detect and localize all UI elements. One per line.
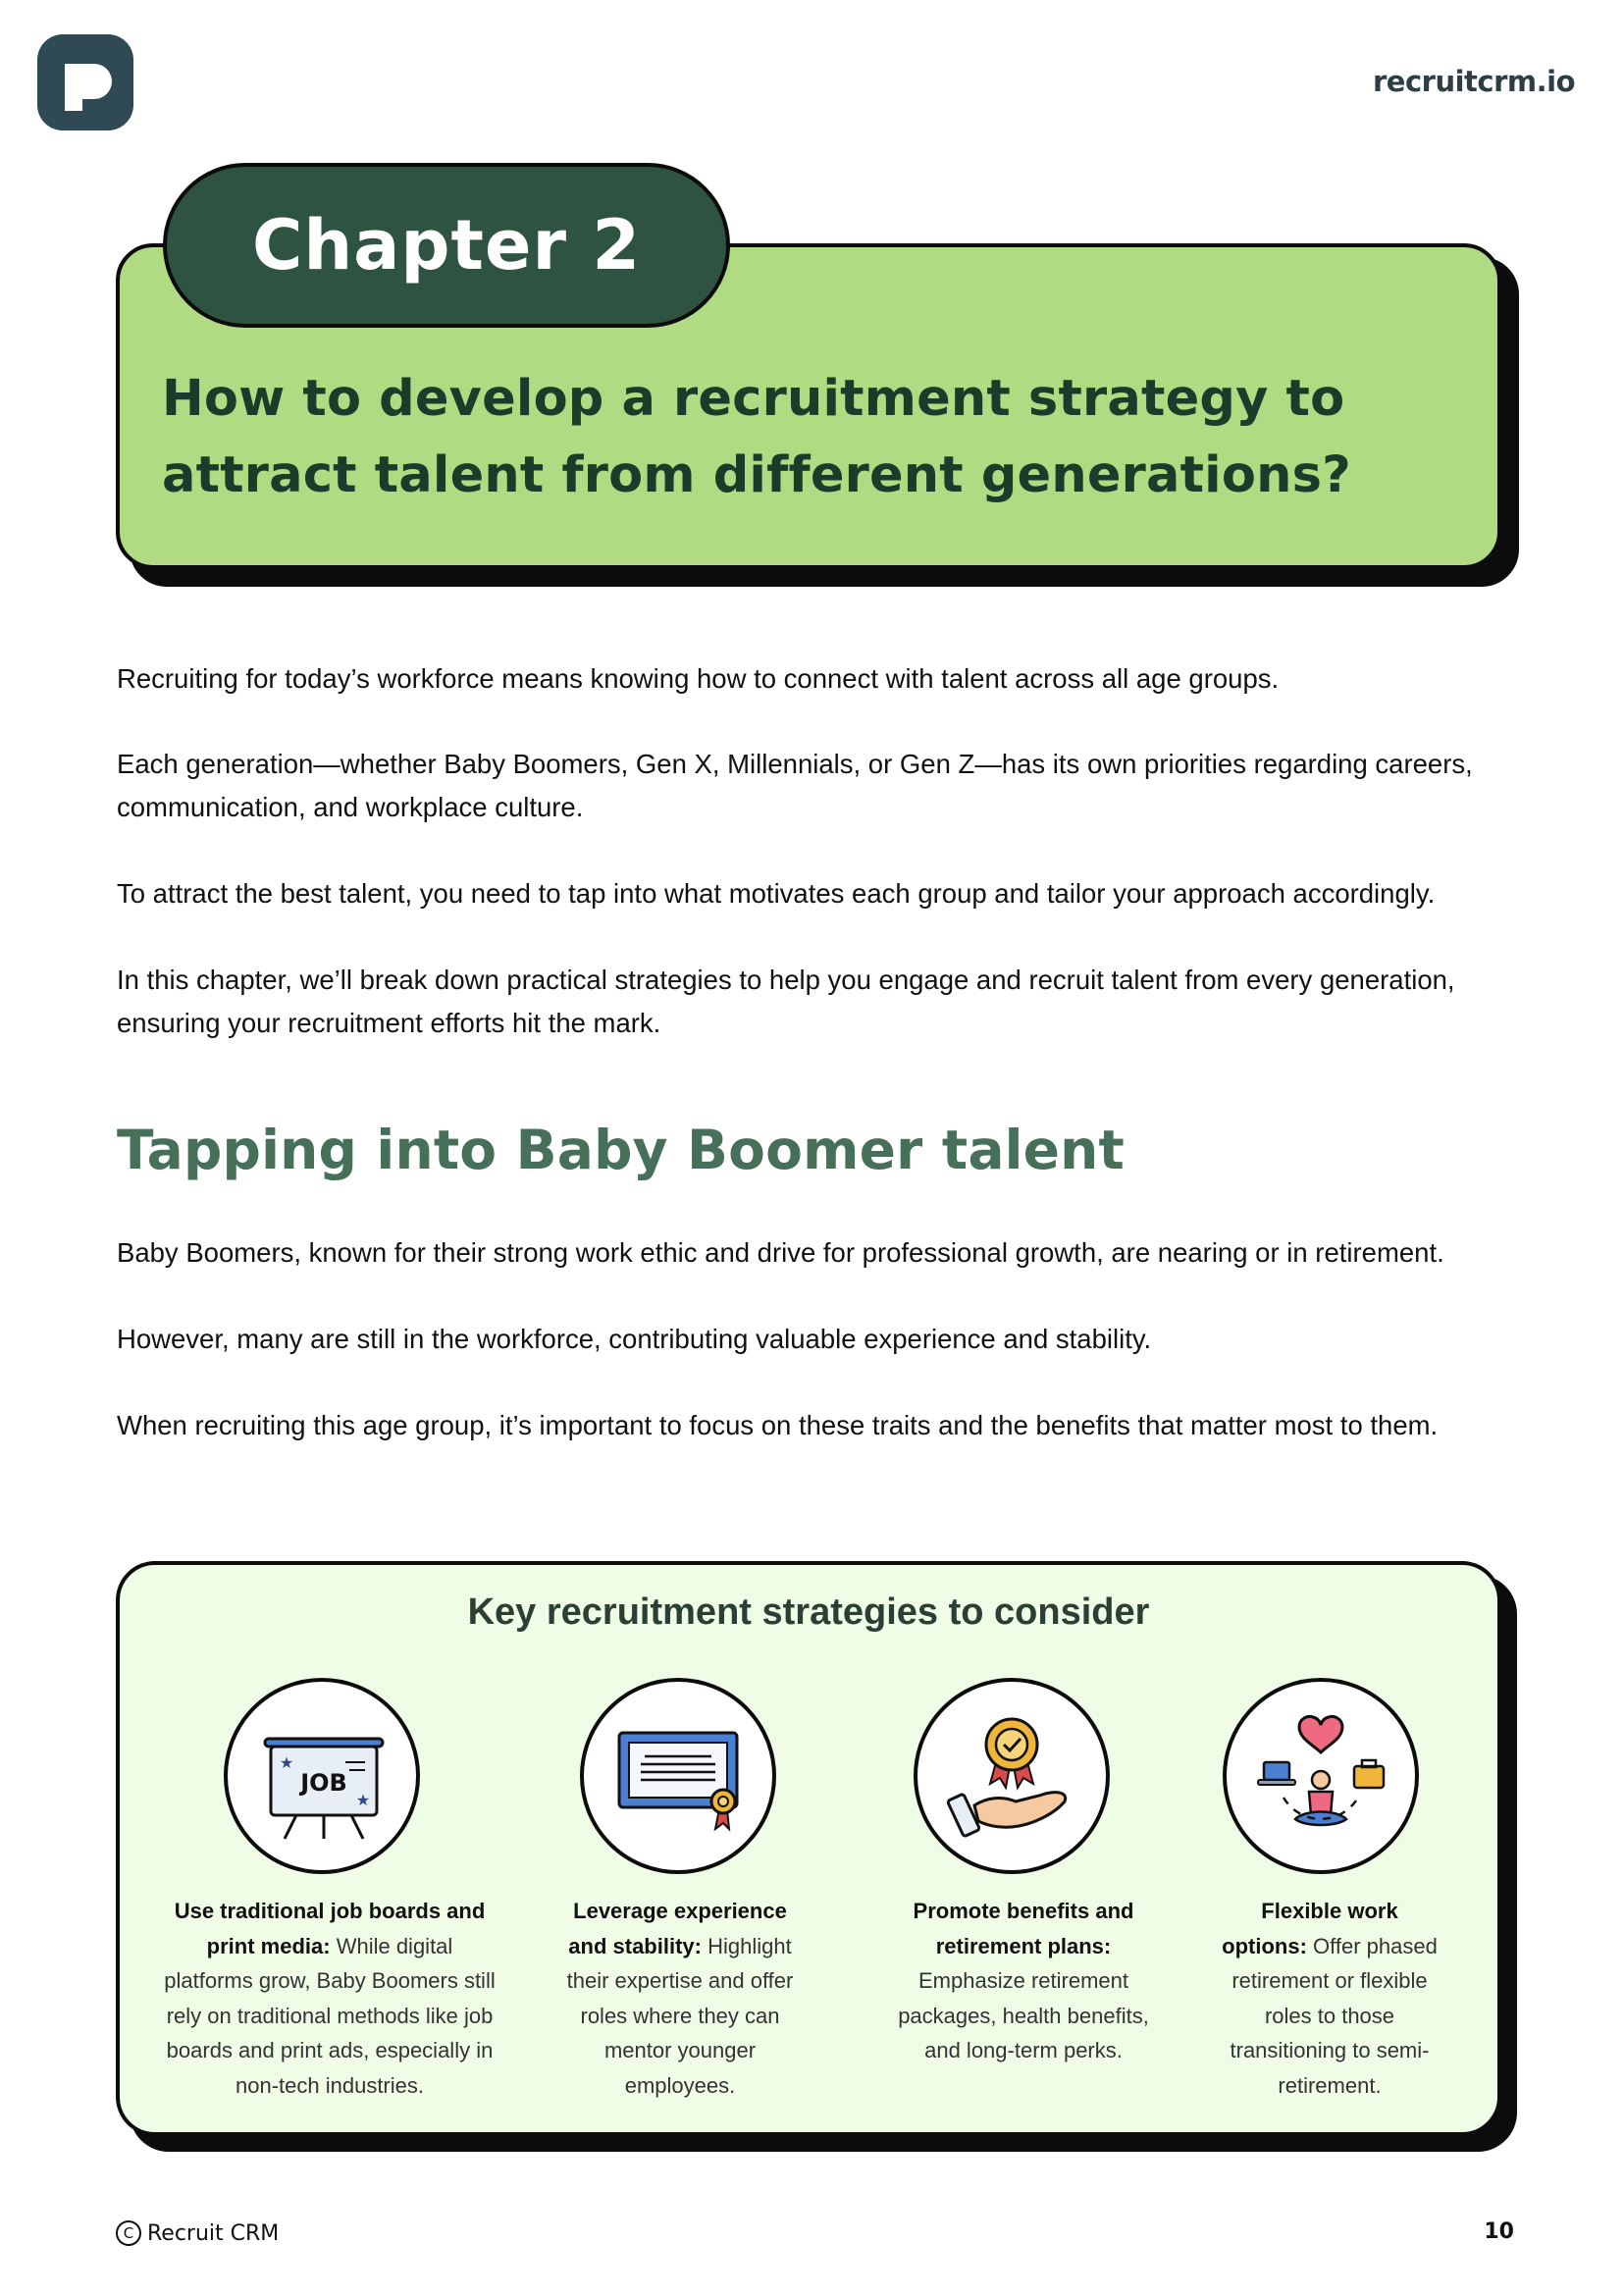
strategies-title: Key recruitment strategies to consider [467, 1592, 1150, 1633]
chapter-label: Chapter 2 [251, 205, 642, 286]
copyright-icon: C [116, 2220, 141, 2246]
strategy-lead: Promote benefits and retirement plans: [913, 1899, 1134, 1958]
work-life-balance-icon [1223, 1678, 1419, 1874]
footer-brand: Recruit CRM [147, 2220, 280, 2246]
strategy-body: Highlight their expertise and offer roles where they can mentor younger employees. [566, 1933, 794, 2098]
logo-mark-icon [37, 34, 133, 130]
strategy-text [1219, 1894, 1441, 2103]
svg-text:★: ★ [355, 1793, 371, 1809]
site-url[interactable]: recruitcrm.io [1372, 65, 1575, 98]
strategy-text [891, 1894, 1156, 2068]
section-heading: Tapping into Baby Boomer talent [117, 1119, 1126, 1181]
chapter-title: How to develop a recruitment strategy to attract talent from different generations? [162, 370, 1351, 504]
benefits-hand-icon [914, 1678, 1110, 1874]
intro-paragraph: To attract the best talent, you need to tap into what motivates each group and tailor your approach accordingly. [117, 878, 1436, 909]
strategy-lead: Use traditional job boards and print media: [174, 1899, 486, 1958]
certificate-icon [580, 1678, 776, 1874]
footer-copyright [116, 2220, 279, 2246]
page-number: 10 [1484, 2219, 1514, 2244]
intro-paragraph: Each generation—whether Baby Boomers, Gen X, Millennials, or Gen Z—has its own priorities regarding careers, communication, and workplace culture. [117, 749, 1473, 822]
strategy-body: While digital platforms grow, Baby Boomers still rely on traditional methods like job boards and print ads, especially in non-tech industries. [164, 1933, 496, 2098]
svg-text:★: ★ [279, 1755, 294, 1772]
section-paragraph: When recruiting this age group, it’s important to focus on these traits and the benefits that matter most to them. [117, 1410, 1439, 1440]
strategy-body: Offer phased retirement or flexible roles to those transitioning to semi-retirement. [1230, 1933, 1438, 2098]
strategy-lead: Leverage experience and stability: [568, 1899, 787, 1958]
intro-paragraph: Recruiting for today’s workforce means knowing how to connect with talent across all age groups. [117, 663, 1280, 694]
recruitcrm-logo [37, 34, 133, 130]
section-paragraph: However, many are still in the workforce, contributing valuable experience and stability. [117, 1324, 1152, 1354]
section-paragraph: Baby Boomers, known for their strong work ethic and drive for professional growth, are nearing or in retirement. [117, 1237, 1444, 1268]
job-sign-text: JOB [300, 1769, 347, 1797]
job-board-icon [224, 1678, 420, 1874]
strategy-lead: Flexible work options: [1222, 1899, 1398, 1958]
intro-paragraph: In this chapter, we’ll break down practical strategies to help you engage and recruit talent from every generation, ensuring your recruitment efforts hit the mark. [117, 965, 1455, 1038]
strategy-text [163, 1894, 497, 2103]
strategy-body: Emphasize retirement packages, health benefits, and long-term perks. [898, 1968, 1149, 2062]
strategy-text [564, 1894, 796, 2103]
chapter-label-pill [163, 163, 730, 328]
